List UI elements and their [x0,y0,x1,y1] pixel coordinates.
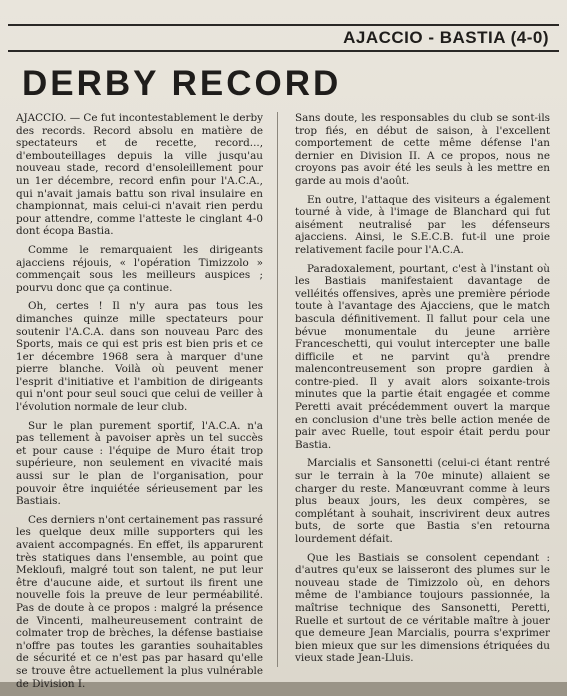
article-column-left [16,112,263,696]
article-paragraph: Comme le remarquaient les dirigeants ajacciens réjouis, « l'opération Timizzolo » commençait sous les meilleurs auspices ; pourvu donc que ça continue. [16,243,263,294]
article-paragraph: Que les Bastiais se consolent cependant : d'autres qu'eux se laisseront des plumes sur le nouveau stade de Timizzolo où, en dehors même de l'ambiance toujours passionnée, la maîtrise technique des Sansonetti, Peretti, Ruelle et surtout de ce véritable maître à jouer que demeure Jean Marcialis, pourra s'exprimer bien mieux que sur les dimensions étriquées du vieux stade Jean-Lluis. [295,551,550,665]
article-paragraph: Sans doute, les responsables du club se sont-ils trop fiés, en début de saison, à l'excellent comportement de cette même défense l'an dernier en Division II. A ce propos, nous ne croyons pas avoir été les seuls à les mettre en garde au mois d'août. [295,112,550,187]
article-headline: DERBY RECORD [22,64,342,103]
top-rule [8,24,559,26]
article-paragraph: Marcialis et Sansonetti (celui-ci étant rentré sur le terrain à la 70e minute) allaient se charger du reste. Manœuvrant comme à leurs plus beaux jours, les deux compères, se complétant à souhait, inscrivirent deux autres buts, de sorte que Bastia s'en retourna lourdement défait. [295,457,550,545]
article-paragraph: En outre, l'attaque des visiteurs a également tourné à vide, à l'image de Blanchard qui fut aisément neutralisé par les défenseurs ajacciens. Ainsi, le S.E.C.B. fut-il une proie relativement facile pour l'A.C.A. [295,193,550,256]
article-paragraph: Paradoxalement, pourtant, c'est à l'instant où les Bastiais manifestaient davantage de velléités offensives, après une première période toute à l'avantage des Ajacciens, que le match bascula définitivement. Il fallut pour cela une bévue monumentale du jeune arrière Franceschetti, qui voulut intercepter une balle difficile et ne parvint qu'à prendre malencontreusement son propre gardien à contre-pied. Il y avait alors soixante-trois minutes que la partie était engagée et comme Peretti avait précédemment ouvert la marque en conclusion d'une très belle action menée de pair avec Ruelle, tout espoir était perdu pour Bastia. [295,262,550,451]
article-paragraph: AJACCIO. — Ce fut incontestablement le derby des records. Record absolu en matière de spectateurs et de recette, record..., d'embouteillages depuis la ville jusqu'au nouveau stade, record d'ensoleillement pour un 1er décembre, record enfin pour l'A.C.A., qui n'avait jamais battu son rival insulaire en championnat, mais celui-ci n'avait rien perdu pour attendre, comme l'atteste le cinglant 4-0 dont écopa Bastia. [16,112,263,238]
column-divider [277,112,278,667]
header-rule [8,50,559,52]
article-paragraph: Ces derniers n'ont certainement pas rassuré les quelque deux mille supporters qui les avaient accompagnés. En effet, ils apparurent très statiques dans l'ensemble, au point que Mekloufi, malgré tout son talent, ne put leur être d'aucune aide, et surtout ils firent une nouvelle fois la preuve de leur perméabilité. Pas de doute à ce propos : malgré la présence de Vincenti, malheureusement contraint de colmater trop de brèches, la défense bastiaise n'offre pas toutes les garanties souhaitables de sécurité et ce n'est pas par hasard qu'elle se trouve être actuellement la plus vulnérable de Division I. [16,513,264,690]
article-column-right [295,112,550,671]
article-paragraph: Oh, certes ! Il n'y aura pas tous les dimanches quinze mille spectateurs pour soutenir l'A.C.A. dans son nouveau Parc des Sports, mais ce qui est pris est bien pris et ce 1er décembre 1968 sera à marquer d'une pierre blanche. Voilà où peuvent mener l'esprit d'initiative et l'ambition de dirigeants qui n'ont pour seul souci que celui de veiller à l'évolution normale de leur club. [16,300,263,414]
match-header: AJACCIO - BASTIA (4-0) [343,28,549,47]
article-paragraph: Sur le plan purement sportif, l'A.C.A. n'a pas tellement à pavoiser après un tel succès et pour cause : l'équipe de Muro était trop supérieure, non seulement en vivacité mais aussi sur le plan de l'organisation, pour pouvoir être inquiétée sérieusement par les Bastiais. [16,419,263,508]
